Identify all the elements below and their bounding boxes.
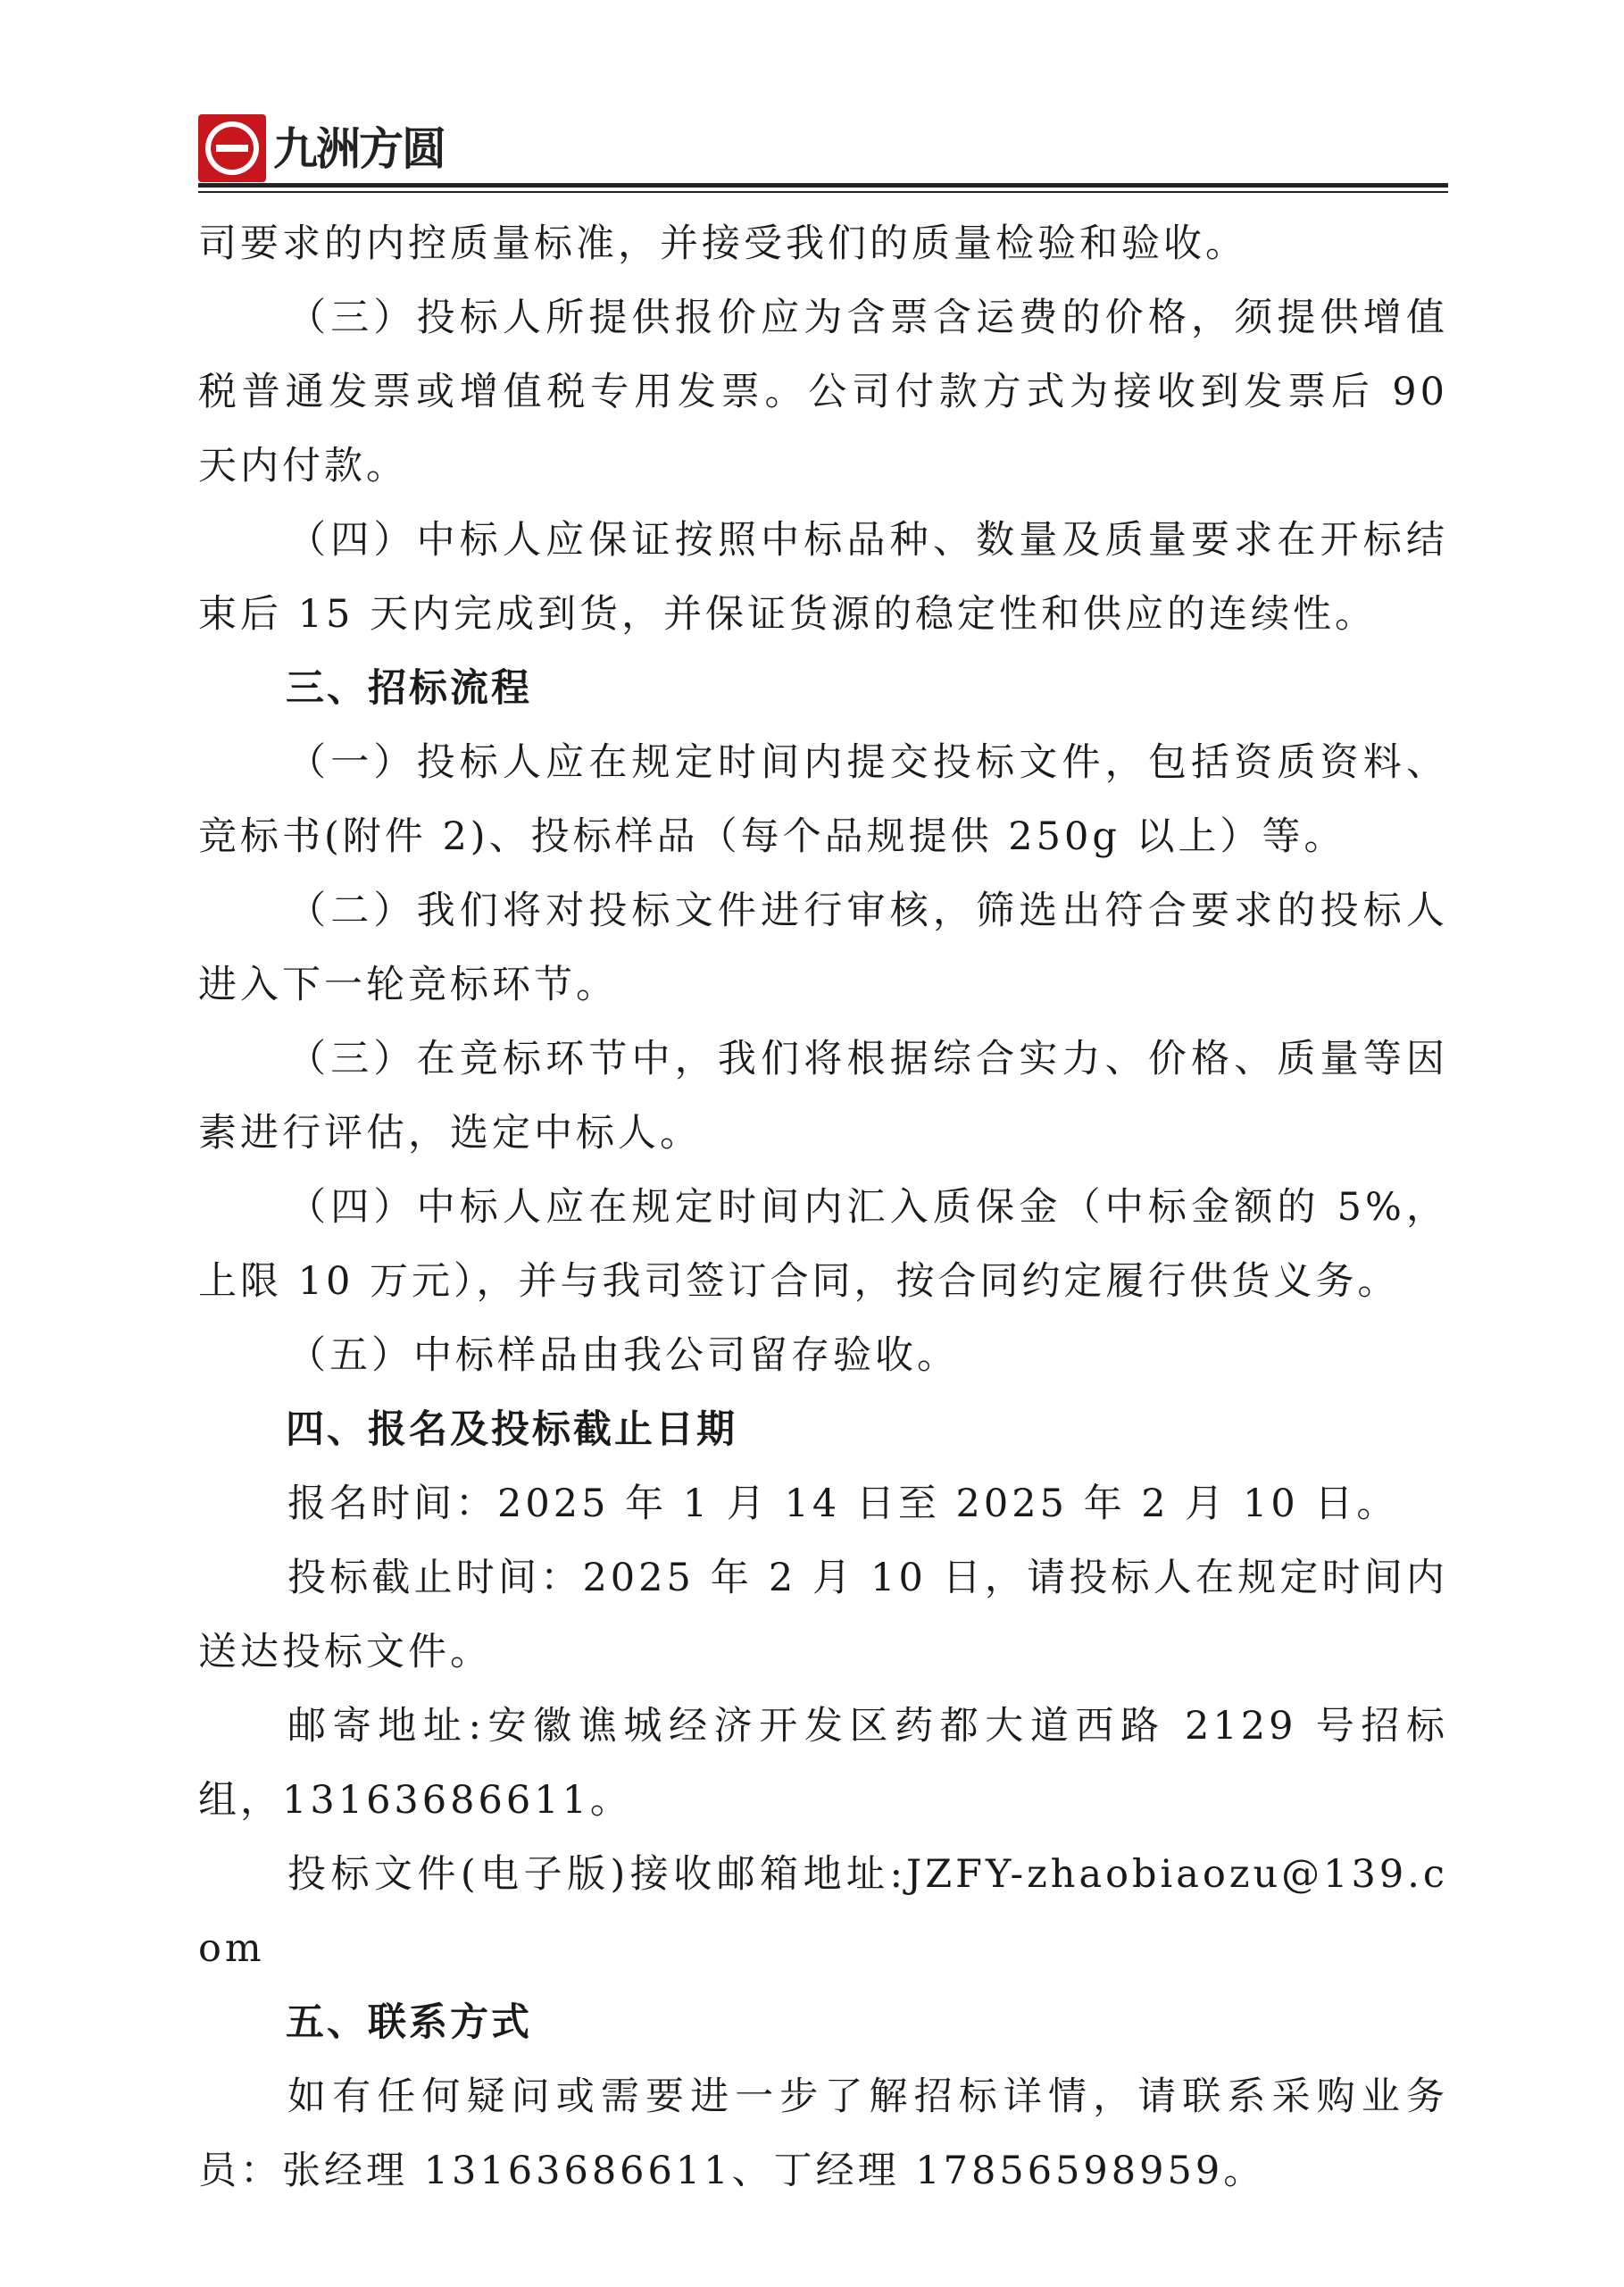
paragraph: （一）投标人应在规定时间内提交投标文件，包括资质资料、竞标书(附件 2)、投标样品（每个品规提供 250g 以上）等。: [198, 740, 1448, 859]
section-heading: 五、联系方式: [286, 2000, 532, 2045]
section-heading: 三、招标流程: [286, 666, 532, 711]
paragraph: 投标截止时间：2025 年 2 月 10 日，请投标人在规定时间内送达投标文件。: [198, 1556, 1448, 1674]
paragraph: （三）投标人所提供报价应为含票含运费的价格，须提供增值税普通发票或增值税专用发票。公司付款方式为接收到发票后 90 天内付款。: [198, 296, 1448, 488]
paragraph: （二）我们将对投标文件进行审核，筛选出符合要求的投标人进入下一轮竞标环节。: [198, 889, 1448, 1007]
page-header: [198, 114, 1448, 186]
paragraph: 如有任何疑问或需要进一步了解招标详情，请联系采购业务员：张经理 13163686611、丁经理 17856598959。: [198, 2074, 1448, 2193]
paragraph: 报名时间：2025 年 1 月 14 日至 2025 年 2 月 10 日。: [287, 1482, 1399, 1526]
header-rule-thin: [198, 191, 1448, 193]
paragraph: （三）在竞标环节中，我们将根据综合实力、价格、质量等因素进行评估，选定中标人。: [198, 1037, 1448, 1156]
paragraph: （四）中标人应保证按照中标品种、数量及质量要求在开标结束后 15 天内完成到货，并保证货源的稳定性和供应的连续性。: [198, 518, 1448, 637]
document-body: [198, 207, 1448, 2208]
header-rule-thick: [198, 183, 1448, 188]
paragraph: 投标文件(电子版)接收邮箱地址:JZFY-zhaobiaozu@139.com: [198, 1852, 1448, 1971]
section-heading: 四、报名及投标截止日期: [286, 1407, 737, 1452]
company-logo-icon: [198, 114, 266, 182]
paragraph: （四）中标人应在规定时间内汇入质保金（中标金额的 5%，上限 10 万元），并与我司签订合同，按合同约定履行供货义务。: [198, 1185, 1448, 1304]
paragraph: 邮寄地址:安徽谯城经济开发区药都大道西路 2129 号招标组，13163686611。: [198, 1704, 1448, 1823]
paragraph: （五）中标样品由我公司留存验收。: [287, 1333, 959, 1378]
paragraph-continuation: 司要求的内控质量标准，并接受我们的质量检验和验收。: [198, 221, 1247, 266]
company-name: 九洲方圆: [273, 123, 445, 175]
